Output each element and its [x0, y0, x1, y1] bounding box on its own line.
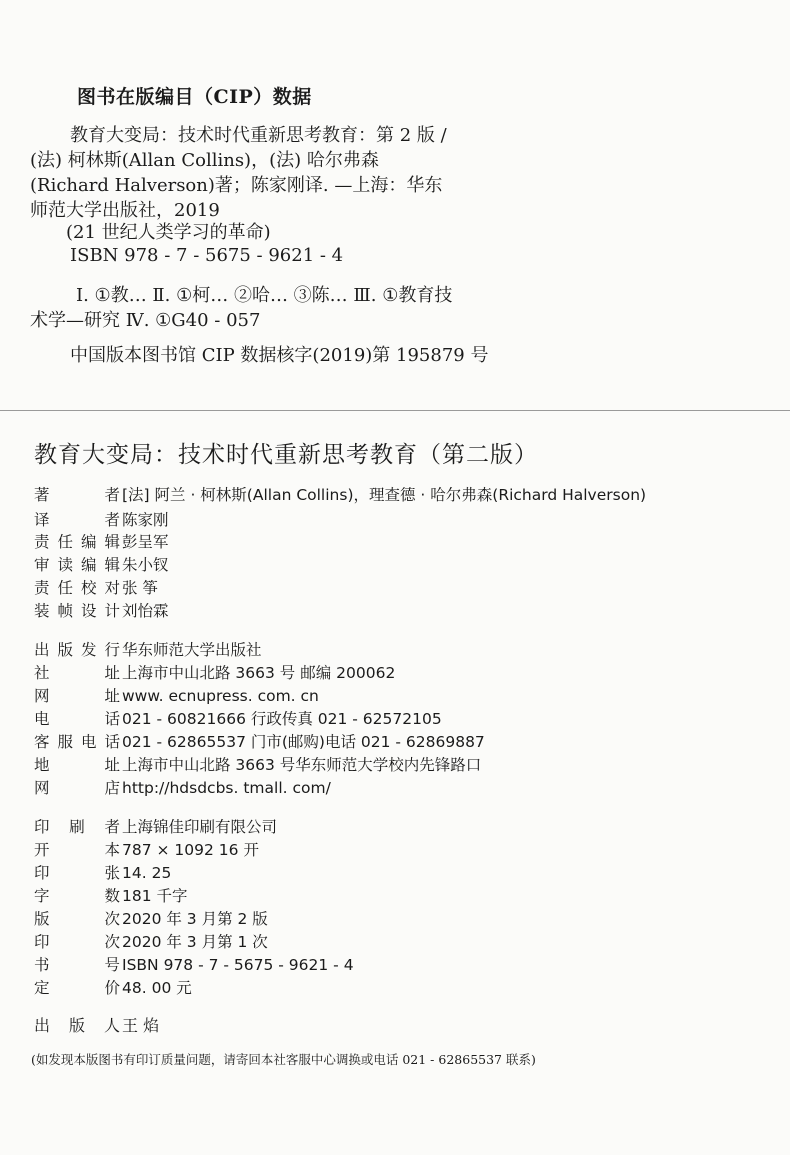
credit-value: 刘怡霖: [122, 602, 169, 620]
printing-row: [34, 955, 354, 975]
publisher-person-label: 出 版 人: [34, 1016, 120, 1035]
credit-label: 装帧设计: [34, 602, 120, 620]
publisher-person-row: [34, 1016, 159, 1036]
printing-value: 14. 25: [122, 864, 172, 882]
credit-label: 译 者: [34, 511, 120, 529]
printing-label: 书 号: [34, 956, 120, 974]
credit-row: [34, 555, 169, 575]
printing-value: 181 千字: [122, 887, 188, 905]
printing-value: 787 × 1092 16 开: [122, 841, 259, 859]
credit-value: 陈家刚: [122, 511, 169, 529]
printing-value: 2020 年 3 月第 1 次: [122, 933, 268, 951]
printing-row: [34, 978, 192, 998]
cip-line: (法) 柯林斯(Allan Collins)，(法) 哈尔弗森: [30, 150, 379, 171]
publisher-value: 上海市中山北路 3663 号华东师范大学校内先锋路口: [122, 756, 482, 774]
printing-row: [34, 863, 171, 883]
credit-label: 责任编辑: [34, 533, 120, 551]
printing-row: [34, 932, 268, 952]
book-title: 教育大变局：技术时代重新思考教育（第二版）: [34, 442, 538, 468]
printing-row: [34, 817, 277, 837]
publisher-row: [34, 640, 262, 660]
printing-row: [34, 840, 259, 860]
publisher-person-value: 王 焰: [122, 1016, 160, 1035]
credit-value: 朱小钗: [122, 556, 169, 574]
divider: [0, 410, 790, 411]
publisher-row: [34, 686, 319, 706]
cip-heading: 图书在版编目（CIP）数据: [77, 86, 312, 108]
printing-label: 印 刷 者: [34, 818, 120, 836]
cip-line: (21 世纪人类学习的革命): [66, 222, 271, 243]
publisher-row: [34, 755, 481, 775]
publisher-label: 客服电话: [34, 733, 120, 751]
printing-label: 开 本: [34, 841, 120, 859]
credit-value: 张 筝: [122, 579, 158, 597]
cip-line: (Richard Halverson)著；陈家刚译. —上海：华东: [30, 175, 443, 196]
printing-value: 48. 00 元: [122, 979, 192, 997]
publisher-row: [34, 778, 331, 798]
cip-line: 师范大学出版社，2019: [30, 200, 220, 221]
printing-value: 上海锦佳印刷有限公司: [122, 818, 278, 836]
publisher-label: 社 址: [34, 664, 120, 682]
credit-label: 责任校对: [34, 579, 120, 597]
credit-row: [34, 532, 169, 552]
publisher-value: http://hdsdcbs. tmall. com/: [122, 779, 331, 797]
printing-label: 定 价: [34, 979, 120, 997]
publisher-row: [34, 709, 442, 729]
printing-value: 2020 年 3 月第 2 版: [122, 910, 268, 928]
publisher-label: 出版发行: [34, 641, 120, 659]
credit-row: [34, 510, 169, 530]
printing-row: [34, 909, 268, 929]
printing-label: 字 数: [34, 887, 120, 905]
credit-row: [34, 485, 646, 505]
publisher-label: 网 址: [34, 687, 120, 705]
credit-label: 著 者: [34, 486, 120, 504]
printing-label: 印 张: [34, 864, 120, 882]
publisher-label: 电 话: [34, 710, 120, 728]
publisher-value: 上海市中山北路 3663 号 邮编 200062: [122, 664, 396, 682]
publisher-label: 网 店: [34, 779, 120, 797]
footnote: (如发现本版图书有印订质量问题，请寄回本社客服中心调换或电话 021 - 62865537 联系): [31, 1052, 536, 1067]
credit-value: [法] 阿兰 · 柯林斯(Allan Collins)，理查德 · 哈尔弗森(Richard Halverson): [122, 486, 647, 504]
publisher-value: 021 - 62865537 门市(邮购)电话 021 - 62869887: [122, 733, 485, 751]
publisher-label: 地 址: [34, 756, 120, 774]
cip-line: 术学—研究 Ⅳ. ①G40 - 057: [30, 310, 261, 331]
cip-line: Ⅰ. ①教… Ⅱ. ①柯… ②哈… ③陈… Ⅲ. ①教育技: [76, 285, 453, 306]
cip-line: 教育大变局：技术时代重新思考教育：第 2 版 /: [70, 125, 447, 146]
printing-value: ISBN 978 - 7 - 5675 - 9621 - 4: [122, 956, 354, 974]
publisher-value: 021 - 60821666 行政传真 021 - 62572105: [122, 710, 442, 728]
publisher-value: 华东师范大学出版社: [122, 641, 262, 659]
credit-label: 审读编辑: [34, 556, 120, 574]
publisher-row: [34, 663, 395, 683]
credit-row: [34, 578, 158, 598]
printing-label: 印 次: [34, 933, 120, 951]
cip-line: ISBN 978 - 7 - 5675 - 9621 - 4: [70, 245, 344, 266]
printing-row: [34, 886, 188, 906]
publisher-value: www. ecnupress. com. cn: [122, 687, 319, 705]
publisher-row: [34, 732, 485, 752]
cip-cataloging-number: 中国版本图书馆 CIP 数据核字(2019)第 195879 号: [70, 345, 489, 366]
printing-label: 版 次: [34, 910, 120, 928]
credit-row: [34, 601, 169, 621]
credit-value: 彭呈军: [122, 533, 169, 551]
